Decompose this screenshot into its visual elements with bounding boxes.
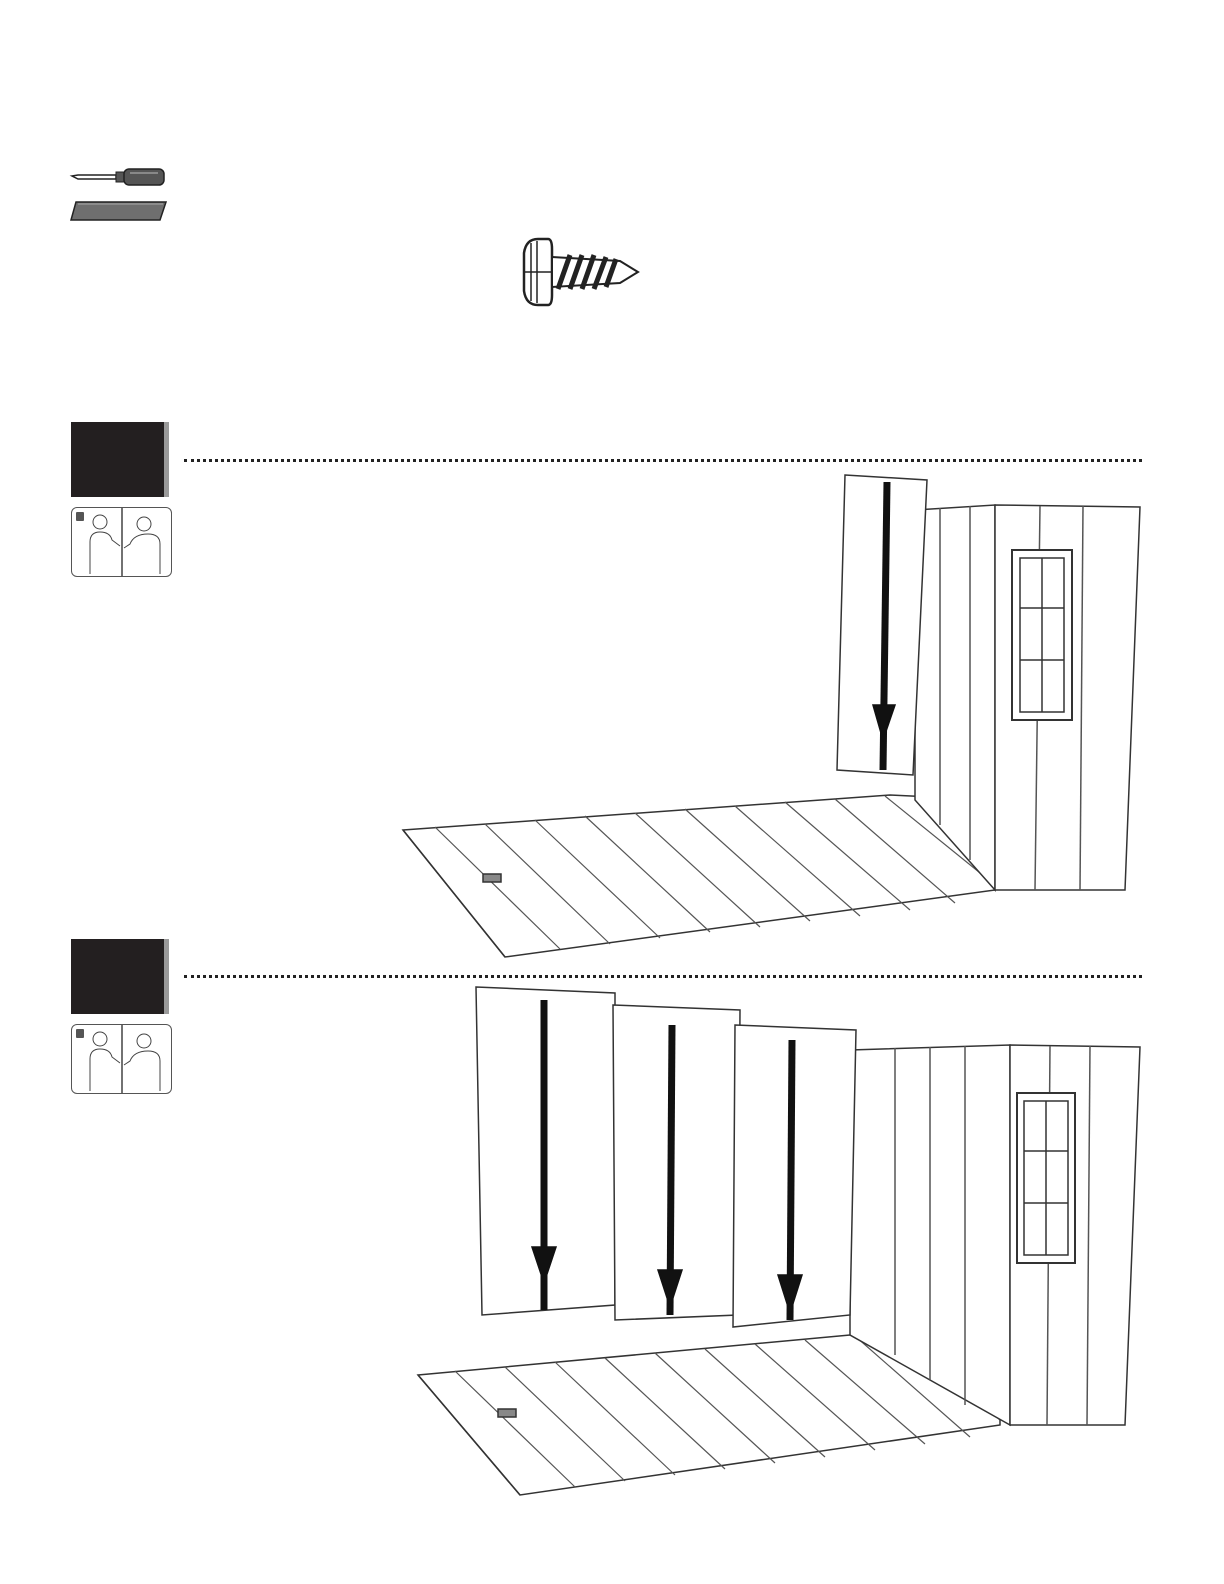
step-block-shadow xyxy=(164,422,169,497)
step-divider-dotted xyxy=(184,975,1142,978)
screwdriver-icon xyxy=(68,164,168,190)
step-block-shadow xyxy=(164,939,169,1014)
step-1-assembly-illustration xyxy=(395,470,1155,970)
two-person-required-icon xyxy=(71,1024,172,1094)
step-number-block xyxy=(71,422,164,497)
flat-board-icon xyxy=(68,199,168,223)
step-number-block xyxy=(71,939,164,1014)
pan-head-screw-icon xyxy=(518,233,646,311)
two-person-required-icon xyxy=(71,507,172,577)
step-divider-dotted xyxy=(184,459,1142,462)
step-2-assembly-illustration xyxy=(410,985,1150,1500)
